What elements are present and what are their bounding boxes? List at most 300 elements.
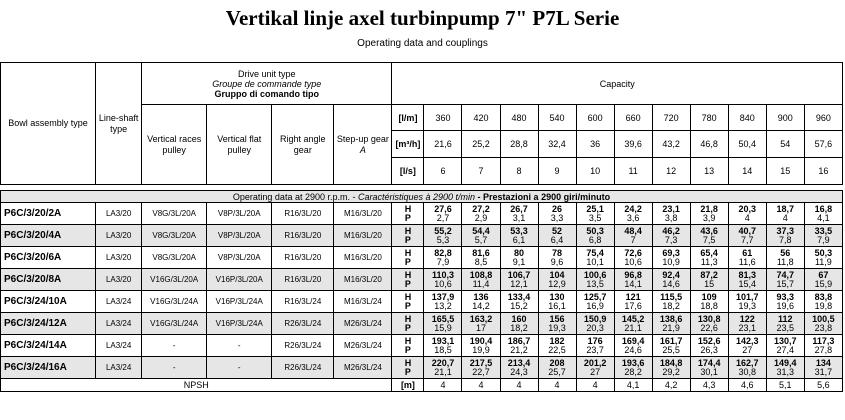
step-up-gear-cell: M16/3L/24 xyxy=(334,291,392,313)
value-cell xyxy=(576,247,614,269)
power-value: 16,9 xyxy=(586,300,604,311)
power-value: 11,4 xyxy=(472,278,490,289)
vertical-flat-pulley-cell: - xyxy=(207,335,272,357)
p-label: P xyxy=(404,300,411,311)
value-cell xyxy=(728,247,766,269)
table-row xyxy=(1,203,843,225)
head-value: 92,4 xyxy=(662,269,680,280)
cap-lm: 480 xyxy=(500,105,538,131)
model-cell: P6C/3/20/2A xyxy=(1,203,96,225)
value-cell xyxy=(804,247,842,269)
value-cell xyxy=(728,335,766,357)
head-value: 69,3 xyxy=(662,247,680,258)
header-step-up-gear xyxy=(334,105,392,185)
power-value: 11,6 xyxy=(738,256,756,267)
table-row xyxy=(1,335,843,357)
power-value: 7,8 xyxy=(778,234,792,245)
power-value: 22,5 xyxy=(548,344,566,355)
cap-ls: 10 xyxy=(576,158,614,185)
npsh-value: 4 xyxy=(576,379,614,392)
step-up-gear-letter: A xyxy=(359,144,366,155)
drive-unit-en: Drive unit type xyxy=(238,68,296,79)
head-value: 108,8 xyxy=(469,269,493,280)
step-up-gear-label: Step-up gear xyxy=(336,133,389,144)
table-row xyxy=(1,291,843,313)
value-cell xyxy=(614,225,652,247)
vertical-races-pulley-cell: V8G/3L/20A xyxy=(142,203,207,225)
step-up-gear-cell: M26/3L/24 xyxy=(334,357,392,379)
head-value: 161,7 xyxy=(659,335,683,346)
value-cell xyxy=(538,269,576,291)
head-value: 25,1 xyxy=(586,203,604,214)
power-value: 7,3 xyxy=(664,234,678,245)
vertical-flat-pulley-cell: V16P/3L/24A xyxy=(207,313,272,335)
power-value: 10,6 xyxy=(624,256,642,267)
drive-unit-it: Gruppo di comando tipo xyxy=(214,88,320,99)
value-cell xyxy=(690,225,728,247)
value-cell xyxy=(690,357,728,379)
vertical-flat-pulley-cell: V8P/3L/20A xyxy=(207,203,272,225)
lineshaft-cell: LA3/20 xyxy=(96,225,142,247)
power-value: 6,8 xyxy=(588,234,602,245)
power-value: 3,5 xyxy=(588,212,602,223)
unit-m3h: [m³/h] xyxy=(392,131,424,158)
right-angle-gear-cell: R26/3L/24 xyxy=(272,313,334,335)
head-value: 26,7 xyxy=(510,203,528,214)
table-row xyxy=(1,225,843,247)
power-value: 19,6 xyxy=(776,300,795,311)
cap-ls: 14 xyxy=(728,158,766,185)
head-value: 104 xyxy=(549,269,565,280)
power-value: 19,3 xyxy=(738,300,756,311)
head-value: 100,5 xyxy=(812,313,835,324)
value-cell xyxy=(804,269,842,291)
head-value: 67 xyxy=(818,269,829,280)
value-cell xyxy=(728,225,766,247)
right-angle-gear-cell: R26/3L/24 xyxy=(272,357,334,379)
vertical-races-pulley-cell: V16G/3L/20A xyxy=(142,269,207,291)
value-cell xyxy=(424,225,462,247)
head-value: 52 xyxy=(552,225,563,236)
cap-m3h: 54 xyxy=(766,131,804,158)
table-row xyxy=(1,357,843,379)
power-value: 15,4 xyxy=(738,278,756,289)
head-value: 106,7 xyxy=(507,269,531,280)
head-value: 136 xyxy=(473,291,489,302)
head-value: 20,3 xyxy=(738,203,756,214)
head-value: 137,9 xyxy=(431,291,455,302)
hp-label-cell xyxy=(392,335,424,357)
power-value: 23,7 xyxy=(586,344,604,355)
power-value: 10,9 xyxy=(662,256,680,267)
drive-unit-fr: Groupe de commande type xyxy=(212,78,322,89)
hp-label-cell xyxy=(392,203,424,225)
power-value: 22,7 xyxy=(472,366,490,377)
head-value: 21,8 xyxy=(700,203,718,214)
value-cell xyxy=(462,247,500,269)
power-value: 22,6 xyxy=(700,322,718,333)
head-value: 53,3 xyxy=(510,225,528,236)
header-drive-unit xyxy=(142,63,392,105)
lineshaft-cell: LA3/24 xyxy=(96,291,142,313)
model-cell: P6C/3/24/14A xyxy=(1,335,96,357)
value-cell xyxy=(424,335,462,357)
head-value: 162,7 xyxy=(735,357,759,368)
cap-lm: 540 xyxy=(538,105,576,131)
value-cell xyxy=(766,291,804,313)
model-cell: P6C/3/24/12A xyxy=(1,313,96,335)
value-cell xyxy=(804,225,842,247)
power-value: 30,1 xyxy=(700,366,718,377)
cap-ls: 11 xyxy=(614,158,652,185)
value-cell xyxy=(462,291,500,313)
power-value: 9,1 xyxy=(512,256,526,267)
power-value: 7,9 xyxy=(817,234,830,245)
p-label: P xyxy=(404,212,411,223)
head-value: 130,8 xyxy=(697,313,721,324)
value-cell xyxy=(728,291,766,313)
power-value: 14,2 xyxy=(472,300,490,311)
npsh-value: 4 xyxy=(424,379,462,392)
cap-ls: 7 xyxy=(462,158,500,185)
head-value: 149,4 xyxy=(773,357,797,368)
power-value: 18,2 xyxy=(510,322,528,333)
hp-label-cell xyxy=(392,247,424,269)
power-value: 3,6 xyxy=(626,212,640,223)
right-angle-gear-cell: R16/3L/20 xyxy=(272,247,334,269)
head-value: 55,2 xyxy=(434,225,452,236)
power-value: 17 xyxy=(475,322,486,333)
value-cell xyxy=(424,269,462,291)
value-cell xyxy=(652,269,690,291)
head-value: 201,2 xyxy=(583,357,607,368)
head-value: 165,5 xyxy=(431,313,455,324)
cap-m3h: 25,2 xyxy=(462,131,500,158)
value-cell xyxy=(766,225,804,247)
vertical-races-pulley-cell: V8G/3L/20A xyxy=(142,247,207,269)
head-value: 18,7 xyxy=(776,203,795,214)
power-value: 4,1 xyxy=(817,212,830,223)
head-value: 145,2 xyxy=(621,313,645,324)
unit-ls: [l/s] xyxy=(392,158,424,185)
power-value: 3,3 xyxy=(550,212,564,223)
power-value: 13,5 xyxy=(586,278,604,289)
value-cell xyxy=(804,203,842,225)
h-label: H xyxy=(404,225,412,236)
value-cell xyxy=(424,357,462,379)
head-value: 80 xyxy=(514,247,525,258)
page-subtitle: Operating data and couplings xyxy=(357,38,488,49)
power-value: 7,7 xyxy=(740,234,754,245)
cap-m3h: 43,2 xyxy=(652,131,690,158)
power-value: 14,6 xyxy=(662,278,680,289)
hp-label-cell xyxy=(392,225,424,247)
value-cell xyxy=(804,291,842,313)
value-cell xyxy=(652,313,690,335)
head-value: 48,4 xyxy=(624,225,642,236)
value-cell xyxy=(462,203,500,225)
value-cell xyxy=(804,335,842,357)
power-value: 21,9 xyxy=(662,322,680,333)
vertical-flat-pulley-cell: V16P/3L/20A xyxy=(207,269,272,291)
header-vertical-races-pulley: Vertical races pulley xyxy=(142,105,207,185)
value-cell xyxy=(652,247,690,269)
npsh-label: NPSH xyxy=(1,379,392,392)
power-value: 28,2 xyxy=(624,366,642,377)
power-value: 13,2 xyxy=(434,300,452,311)
power-value: 18,2 xyxy=(662,300,680,311)
value-cell xyxy=(500,313,538,335)
head-value: 50,3 xyxy=(814,247,833,258)
vertical-races-pulley-cell: - xyxy=(142,357,207,379)
value-cell xyxy=(538,203,576,225)
page-title: Vertikal linje axel turbinpump 7" P7L Serie xyxy=(225,6,620,30)
p-label: P xyxy=(404,234,411,245)
model-cell: P6C/3/20/6A xyxy=(1,247,96,269)
value-cell xyxy=(652,357,690,379)
head-value: 115,5 xyxy=(660,291,683,302)
p-label: P xyxy=(404,344,411,355)
head-value: 23,1 xyxy=(662,203,680,214)
step-up-gear-cell: M16/3L/20 xyxy=(334,203,392,225)
value-cell xyxy=(576,357,614,379)
value-cell xyxy=(424,247,462,269)
head-value: 27,2 xyxy=(472,203,490,214)
head-value: 117,3 xyxy=(812,335,835,346)
power-value: 15,9 xyxy=(434,322,452,333)
npsh-value: 5,6 xyxy=(804,379,842,392)
head-value: 160 xyxy=(511,313,527,324)
step-up-gear-cell: M16/3L/20 xyxy=(334,269,392,291)
step-up-gear-cell: M16/3L/20 xyxy=(334,225,392,247)
value-cell xyxy=(576,291,614,313)
power-value: 17,6 xyxy=(624,300,642,311)
head-value: 82,8 xyxy=(434,247,452,258)
power-value: 2,7 xyxy=(436,212,450,223)
value-cell xyxy=(538,335,576,357)
power-value: 27 xyxy=(742,344,753,355)
cap-ls: 9 xyxy=(538,158,576,185)
h-label: H xyxy=(404,291,412,302)
value-cell xyxy=(500,335,538,357)
head-value: 134 xyxy=(815,357,831,368)
value-cell xyxy=(500,357,538,379)
h-label: H xyxy=(404,313,412,324)
head-value: 122 xyxy=(739,313,755,324)
cap-m3h: 32,4 xyxy=(538,131,576,158)
value-cell xyxy=(614,269,652,291)
head-value: 56 xyxy=(780,247,791,258)
table-row xyxy=(1,269,843,291)
power-value: 20,3 xyxy=(586,322,604,333)
power-value: 7,9 xyxy=(436,256,450,267)
value-cell xyxy=(690,335,728,357)
head-value: 109 xyxy=(701,291,717,302)
value-cell xyxy=(766,335,804,357)
head-value: 163,2 xyxy=(469,313,493,324)
power-value: 12,1 xyxy=(510,278,528,289)
value-cell xyxy=(728,269,766,291)
npsh-value: 4 xyxy=(500,379,538,392)
cap-ls: 12 xyxy=(652,158,690,185)
head-value: 213,4 xyxy=(507,357,531,368)
lineshaft-cell: LA3/20 xyxy=(96,203,142,225)
cap-m3h: 57,6 xyxy=(804,131,842,158)
power-value: 10,6 xyxy=(434,278,452,289)
value-cell xyxy=(652,203,690,225)
vertical-flat-pulley-cell: V16P/3L/24A xyxy=(207,291,272,313)
power-value: 3,8 xyxy=(664,212,678,223)
cap-lm: 900 xyxy=(766,105,804,131)
p-label: P xyxy=(404,366,411,377)
value-cell xyxy=(576,225,614,247)
value-cell xyxy=(500,291,538,313)
npsh-unit: [m] xyxy=(392,379,424,392)
power-value: 15,2 xyxy=(510,300,528,311)
power-value: 11,8 xyxy=(776,256,794,267)
head-value: 93,3 xyxy=(776,291,795,302)
power-value: 19,8 xyxy=(814,300,833,311)
vertical-flat-pulley-cell: V8P/3L/20A xyxy=(207,225,272,247)
cap-ls: 15 xyxy=(766,158,804,185)
model-cell: P6C/3/24/10A xyxy=(1,291,96,313)
value-cell xyxy=(728,313,766,335)
cap-lm: 660 xyxy=(614,105,652,131)
value-cell xyxy=(500,203,538,225)
head-value: 96,8 xyxy=(624,269,642,280)
head-value: 190,4 xyxy=(469,335,493,346)
head-value: 193,1 xyxy=(431,335,455,346)
power-value: 11,3 xyxy=(700,256,718,267)
value-cell xyxy=(804,313,842,335)
value-cell xyxy=(690,247,728,269)
power-value: 23,5 xyxy=(776,322,795,333)
head-value: 193,6 xyxy=(621,357,645,368)
lineshaft-cell: LA3/20 xyxy=(96,269,142,291)
value-cell xyxy=(728,203,766,225)
head-value: 220,7 xyxy=(431,357,455,368)
value-cell xyxy=(614,247,652,269)
head-value: 83,8 xyxy=(814,291,833,302)
head-value: 130,7 xyxy=(773,335,797,346)
value-cell xyxy=(690,313,728,335)
table-row xyxy=(1,247,843,269)
cap-m3h: 28,8 xyxy=(500,131,538,158)
value-cell xyxy=(690,203,728,225)
head-value: 176 xyxy=(587,335,603,346)
lineshaft-cell: LA3/24 xyxy=(96,313,142,335)
p-label: P xyxy=(404,322,411,333)
npsh-value: 4,3 xyxy=(690,379,728,392)
header-vertical-flat-pulley: Vertical flat pulley xyxy=(207,105,272,185)
power-value: 25,5 xyxy=(662,344,680,355)
value-cell xyxy=(614,357,652,379)
power-value: 4 xyxy=(782,212,788,223)
header-line-shaft: Line-shaft type xyxy=(96,63,142,185)
lineshaft-cell: LA3/24 xyxy=(96,335,142,357)
cap-lm: 780 xyxy=(690,105,728,131)
head-value: 186,7 xyxy=(507,335,531,346)
lineshaft-cell: LA3/20 xyxy=(96,247,142,269)
head-value: 26 xyxy=(552,203,563,214)
head-value: 40,7 xyxy=(738,225,756,236)
power-value: 2,9 xyxy=(474,212,488,223)
value-cell xyxy=(766,357,804,379)
vertical-races-pulley-cell: - xyxy=(142,335,207,357)
value-cell xyxy=(462,313,500,335)
cap-m3h: 39,6 xyxy=(614,131,652,158)
lineshaft-cell: LA3/24 xyxy=(96,357,142,379)
step-up-gear-cell: M16/3L/20 xyxy=(334,247,392,269)
cap-lm: 420 xyxy=(462,105,500,131)
npsh-value: 4 xyxy=(538,379,576,392)
head-value: 81,6 xyxy=(472,247,490,258)
unit-lm: [l/m] xyxy=(392,105,424,131)
head-value: 142,3 xyxy=(735,335,759,346)
power-value: 3,9 xyxy=(702,212,716,223)
h-label: H xyxy=(404,203,412,214)
value-cell xyxy=(690,291,728,313)
cap-m3h: 46,8 xyxy=(690,131,728,158)
step-up-gear-cell: M26/3L/24 xyxy=(334,313,392,335)
head-value: 182 xyxy=(549,335,565,346)
power-value: 23,8 xyxy=(814,322,833,333)
cap-lm: 840 xyxy=(728,105,766,131)
power-value: 19,9 xyxy=(472,344,490,355)
power-value: 26,3 xyxy=(700,344,718,355)
operating-note-it: - Prestazioni a 2900 giri/minuto xyxy=(475,191,611,202)
power-value: 7,5 xyxy=(702,234,716,245)
h-label: H xyxy=(404,247,412,258)
value-cell xyxy=(462,357,500,379)
power-value: 15 xyxy=(704,278,715,289)
power-value: 15,7 xyxy=(776,278,795,289)
head-value: 46,2 xyxy=(662,225,680,236)
power-value: 31,3 xyxy=(776,366,795,377)
head-value: 74,7 xyxy=(776,269,795,280)
value-cell xyxy=(500,225,538,247)
value-cell xyxy=(500,247,538,269)
head-value: 121 xyxy=(625,291,641,302)
head-value: 54,4 xyxy=(472,225,490,236)
npsh-value: 4,1 xyxy=(614,379,652,392)
head-value: 125,7 xyxy=(583,291,607,302)
power-value: 9,6 xyxy=(550,256,564,267)
value-cell xyxy=(462,335,500,357)
operating-data-table xyxy=(0,62,843,392)
power-value: 7 xyxy=(630,234,636,245)
power-value: 25,7 xyxy=(548,366,566,377)
power-value: 27,4 xyxy=(776,344,795,355)
value-cell xyxy=(538,225,576,247)
cap-m3h: 36 xyxy=(576,131,614,158)
hp-label-cell xyxy=(392,357,424,379)
head-value: 61 xyxy=(742,247,753,258)
power-value: 3,1 xyxy=(512,212,526,223)
power-value: 24,6 xyxy=(624,344,642,355)
model-cell: P6C/3/20/4A xyxy=(1,225,96,247)
power-value: 10,1 xyxy=(586,256,604,267)
power-value: 27 xyxy=(590,366,601,377)
head-value: 16,8 xyxy=(814,203,833,214)
hp-label-cell xyxy=(392,313,424,335)
step-up-gear-cell: M26/3L/24 xyxy=(334,335,392,357)
head-value: 217,5 xyxy=(469,357,493,368)
operating-note-en: Operating data at 2900 r.p.m. - xyxy=(232,191,358,202)
head-value: 133,4 xyxy=(507,291,531,302)
head-value: 72,6 xyxy=(624,247,642,258)
value-cell xyxy=(652,335,690,357)
